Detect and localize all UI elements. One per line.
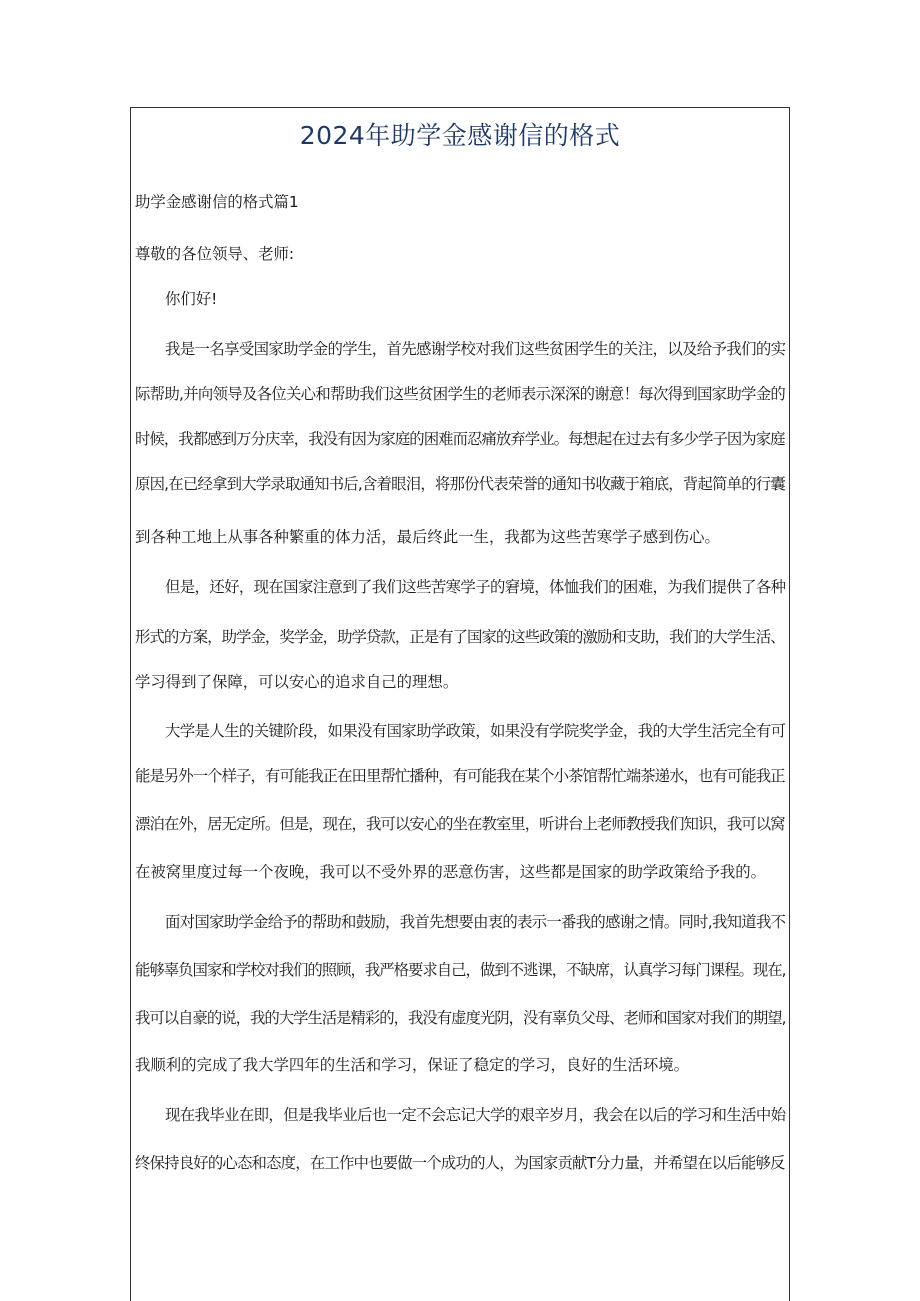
document-frame xyxy=(130,107,790,1301)
paragraph-4-line: 能够辜负国家和学校对我们的照顾，我严格要求自己，做到不逃课，不缺席，认真学习每门课程。现在, xyxy=(135,961,786,979)
paragraph-3-line: 漂泊在外，居无定所。但是，现在，我可以安心的坐在教室里，听讲台上老师教授我们知识，我可以窝 xyxy=(135,815,785,833)
paragraph-5-line: 终保持良好的心态和态度，在工作中也要做一个成功的人，为国家贡献T分力量，并希望在以后能够反 xyxy=(135,1154,785,1172)
paragraph-1-line: 时候，我都感到万分庆幸，我没有因为家庭的困难而忍痛放弃学业。每想起在过去有多少学子因为家庭 xyxy=(135,430,785,448)
paragraph-3-line: 在被窝里度过每一个夜晚，我可以不受外界的恶意伤害，这些都是国家的助学政策给予我的。 xyxy=(135,863,767,881)
document-title: 2024年助学金感谢信的格式 xyxy=(299,121,621,150)
paragraph-1-line: 我是一名享受国家助学金的学生，首先感谢学校对我们这些贫困学生的关注，以及给予我们的实 xyxy=(165,340,786,358)
greeting: 你们好! xyxy=(165,290,218,308)
paragraph-1-line: 到各种工地上从事各种繁重的体力活，最后终此一生，我都为这些苦寒学子感到伤心。 xyxy=(135,528,720,546)
paragraph-4-line: 我可以自豪的说，我的大学生活是精彩的，我没有虚度光阴，没有辜负父母、老师和国家对我们的期望, xyxy=(135,1009,786,1027)
paragraph-1-line: 原因,在已经拿到大学录取通知书后,含着眼泪，将那份代表荣誉的通知书收藏于箱底，背起简单的行囊 xyxy=(135,475,785,493)
paragraph-5-line: 现在我毕业在即，但是我毕业后也一定不会忘记大学的艰辛岁月，我会在以后的学习和生活中始 xyxy=(165,1106,786,1124)
paragraph-2-line: 但是，还好，现在国家注意到了我们这些苦寒学子的窘境，体恤我们的困难，为我们提供了各种 xyxy=(165,578,786,596)
salutation: 尊敬的各位领导、老师: xyxy=(135,245,295,263)
paragraph-3-line: 大学是人生的关键阶段，如果没有国家助学政策，如果没有学院奖学金，我的大学生活完全有可 xyxy=(165,722,786,740)
paragraph-1-line: 际帮助,并向领导及各位关心和帮助我们这些贫困学生的老师表示深深的谢意！每次得到国家助学金的 xyxy=(135,385,786,403)
paragraph-4-line: 我顺利的完成了我大学四年的生活和学习，保证了稳定的学习，良好的生活环境。 xyxy=(135,1056,690,1074)
paragraph-2-line: 形式的方案，助学金，奖学金，助学贷款，正是有了国家的这些政策的激励和支助，我们的大学生活、 xyxy=(135,628,785,646)
paragraph-2-line: 学习得到了保障，可以安心的追求自己的理想。 xyxy=(135,673,459,691)
paragraph-4-line: 面对国家助学金给予的帮助和鼓励，我首先想要由衷的表示一番我的感谢之情。同时,我知道我不 xyxy=(165,913,786,931)
paragraph-3-line: 能是另外一个样子，有可能我正在田里帮忙播种，有可能我在某个小茶馆帮忙端茶递水，也有可能我正 xyxy=(135,767,785,785)
section-heading: 助学金感谢信的格式篇1 xyxy=(135,193,299,211)
